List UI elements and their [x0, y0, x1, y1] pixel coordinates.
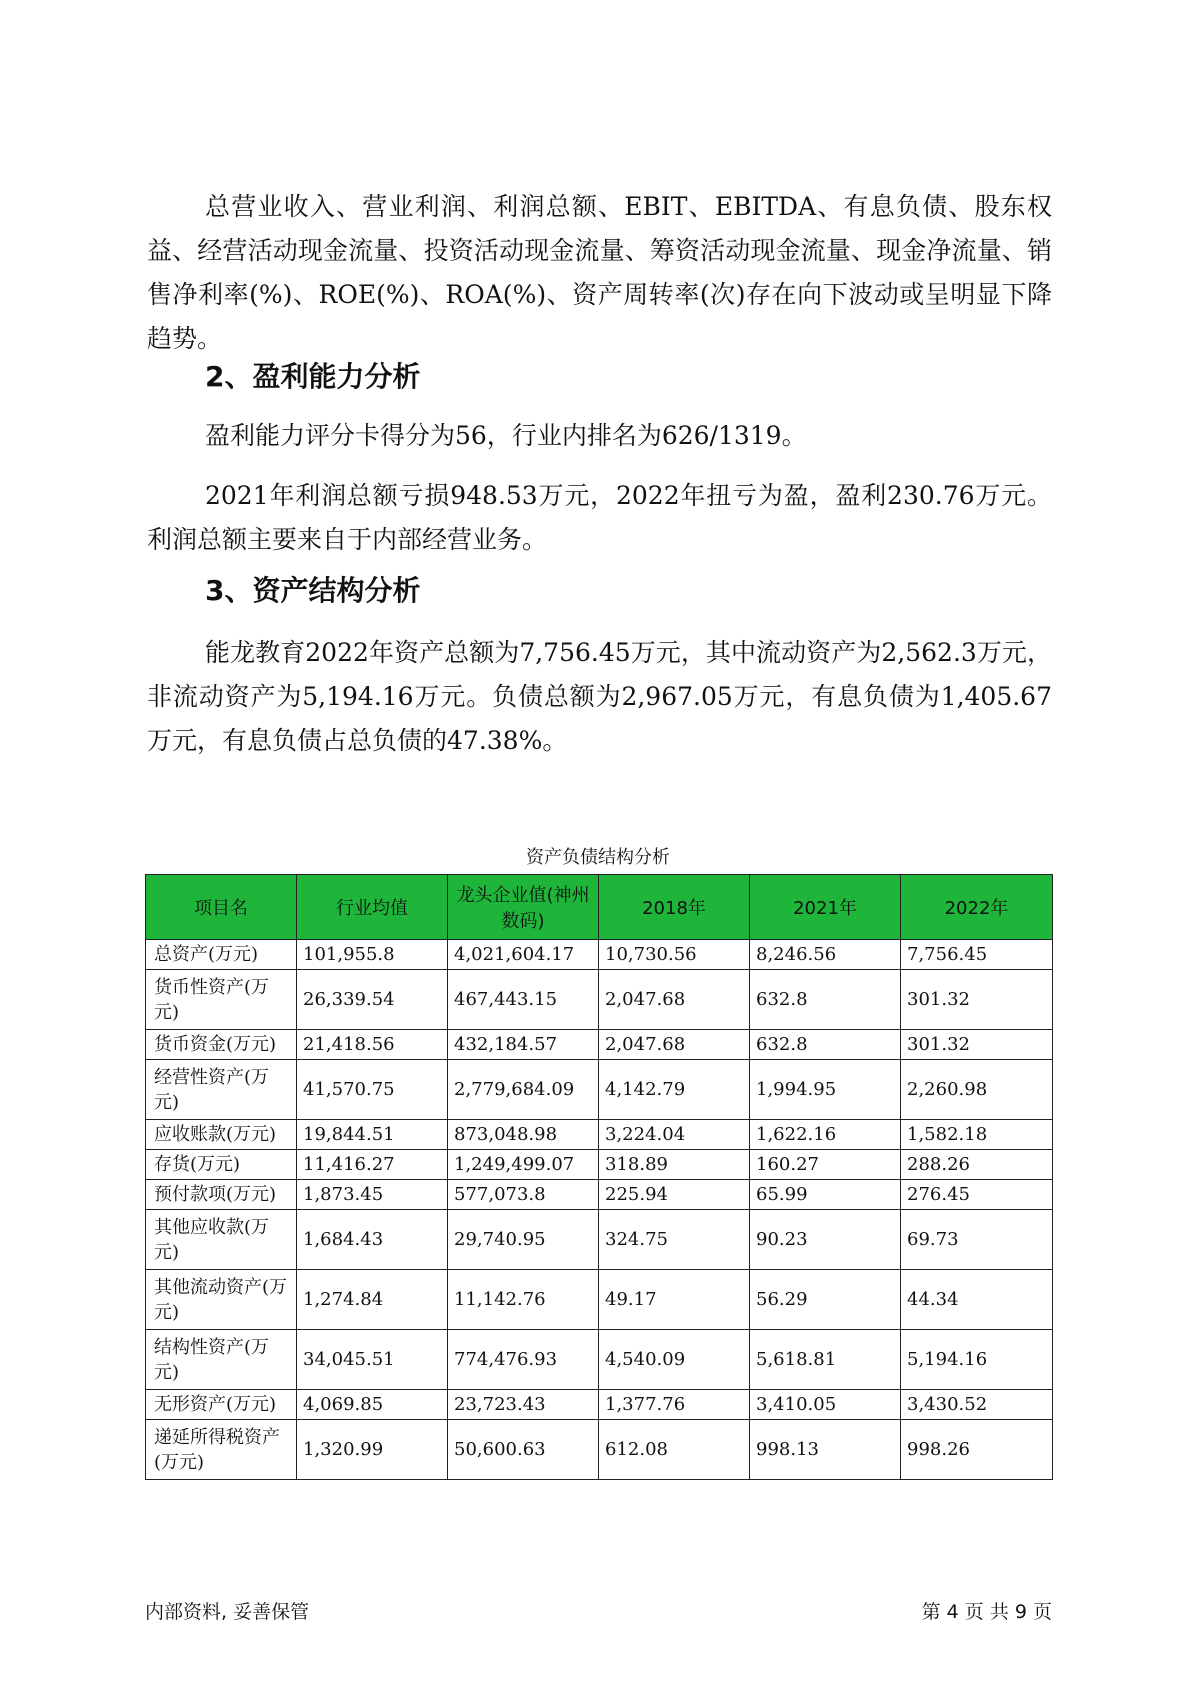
table-cell: 11,416.27	[297, 1150, 448, 1180]
row-label: 货币资金(万元)	[146, 1030, 297, 1060]
table-cell: 34,045.51	[297, 1330, 448, 1390]
table-cell: 5,194.16	[901, 1330, 1053, 1390]
table-cell: 2,779,684.09	[448, 1060, 599, 1120]
table-row	[146, 1390, 1053, 1420]
table-cell: 23,723.43	[448, 1390, 599, 1420]
row-label: 总资产(万元)	[146, 940, 297, 970]
table-cell: 69.73	[901, 1210, 1053, 1270]
table-cell: 301.32	[901, 970, 1053, 1030]
table-row	[146, 1150, 1053, 1180]
table-cell: 225.94	[599, 1180, 750, 1210]
table-cell: 3,430.52	[901, 1390, 1053, 1420]
column-header: 龙头企业值(神州数码)	[448, 875, 599, 940]
footer-confidential: 内部资料, 妥善保管	[145, 1601, 310, 1623]
paragraph-trend	[147, 185, 1052, 361]
paragraph-trend-text: 总营业收入、营业利润、利润总额、EBIT、EBITDA、有息负债、股东权益、经营活动现金流量、投资活动现金流量、筹资活动现金流量、现金净流量、销售净利率(%)、ROE(%)、ROA(%)、资产周转率(次)存在向下波动或呈明显下降趋势。	[147, 192, 1052, 353]
table-cell: 21,418.56	[297, 1030, 448, 1060]
table-cell: 612.08	[599, 1420, 750, 1480]
table-cell: 1,684.43	[297, 1210, 448, 1270]
table-cell: 2,260.98	[901, 1060, 1053, 1120]
table-cell: 1,274.84	[297, 1270, 448, 1330]
table-cell: 3,410.05	[750, 1390, 901, 1420]
heading-asset-structure: 3、资产结构分析	[205, 574, 421, 607]
paragraph-assets-text: 能龙教育2022年资产总额为7,756.45万元，其中流动资产为2,562.3万元，非流动资产为5,194.16万元。负债总额为2,967.05万元，有息负债为1,405.67万元，有息负债占总负债的47.38%。	[147, 638, 1052, 755]
table-cell: 998.13	[750, 1420, 901, 1480]
paragraph-profit	[147, 474, 1052, 562]
table-cell: 19,844.51	[297, 1120, 448, 1150]
table-cell: 8,246.56	[750, 940, 901, 970]
row-label: 递延所得税资产(万元)	[146, 1420, 297, 1480]
row-label: 其他应收款(万元)	[146, 1210, 297, 1270]
table-header-row	[146, 875, 1053, 940]
table-cell: 632.8	[750, 970, 901, 1030]
table-cell: 160.27	[750, 1150, 901, 1180]
row-label: 存货(万元)	[146, 1150, 297, 1180]
paragraph-profit-text: 2021年利润总额亏损948.53万元，2022年扭亏为盈，盈利230.76万元。利润总额主要来自于内部经营业务。	[147, 481, 1052, 554]
column-header: 2021年	[750, 875, 901, 940]
table-cell: 29,740.95	[448, 1210, 599, 1270]
table-cell: 632.8	[750, 1030, 901, 1060]
table-row	[146, 1120, 1053, 1150]
table-cell: 41,570.75	[297, 1060, 448, 1120]
table-cell: 1,320.99	[297, 1420, 448, 1480]
table-cell: 4,069.85	[297, 1390, 448, 1420]
row-label: 结构性资产(万元)	[146, 1330, 297, 1390]
table-cell: 324.75	[599, 1210, 750, 1270]
table-cell: 432,184.57	[448, 1030, 599, 1060]
table-cell: 276.45	[901, 1180, 1053, 1210]
table-cell: 301.32	[901, 1030, 1053, 1060]
table-cell: 101,955.8	[297, 940, 448, 970]
paragraph-assets	[147, 631, 1052, 763]
table-row	[146, 1210, 1053, 1270]
table-cell: 44.34	[901, 1270, 1053, 1330]
table-cell: 4,142.79	[599, 1060, 750, 1120]
table-cell: 10,730.56	[599, 940, 750, 970]
balance-structure-table	[145, 874, 1053, 1480]
table-row	[146, 940, 1053, 970]
row-label: 货币性资产(万元)	[146, 970, 297, 1030]
table-row	[146, 1270, 1053, 1330]
table-cell: 998.26	[901, 1420, 1053, 1480]
column-header: 2018年	[599, 875, 750, 940]
table-row	[146, 1060, 1053, 1120]
row-label: 应收账款(万元)	[146, 1120, 297, 1150]
table-cell: 1,249,499.07	[448, 1150, 599, 1180]
row-label: 经营性资产(万元)	[146, 1060, 297, 1120]
table-cell: 873,048.98	[448, 1120, 599, 1150]
table-cell: 26,339.54	[297, 970, 448, 1030]
table-cell: 318.89	[599, 1150, 750, 1180]
table-row	[146, 970, 1053, 1030]
table-cell: 56.29	[750, 1270, 901, 1330]
row-label: 其他流动资产(万元)	[146, 1270, 297, 1330]
table-body	[146, 940, 1053, 1480]
table-cell: 7,756.45	[901, 940, 1053, 970]
table-row	[146, 1420, 1053, 1480]
table-cell: 1,994.95	[750, 1060, 901, 1120]
table-cell: 4,540.09	[599, 1330, 750, 1390]
table-row	[146, 1330, 1053, 1390]
paragraph-score-text: 盈利能力评分卡得分为56，行业内排名为626/1319。	[205, 421, 807, 450]
footer-page-number: 第 4 页 共 9 页	[921, 1601, 1052, 1623]
table-cell: 1,582.18	[901, 1120, 1053, 1150]
row-label: 无形资产(万元)	[146, 1390, 297, 1420]
table-cell: 11,142.76	[448, 1270, 599, 1330]
table-cell: 50,600.63	[448, 1420, 599, 1480]
heading-profitability: 2、盈利能力分析	[205, 360, 421, 393]
column-header: 行业均值	[297, 875, 448, 940]
table-cell: 467,443.15	[448, 970, 599, 1030]
table-cell: 5,618.81	[750, 1330, 901, 1390]
row-label: 预付款项(万元)	[146, 1180, 297, 1210]
table-cell: 1,622.16	[750, 1120, 901, 1150]
table-cell: 65.99	[750, 1180, 901, 1210]
table-caption: 资产负债结构分析	[526, 847, 670, 868]
table-row	[146, 1180, 1053, 1210]
column-header: 项目名	[146, 875, 297, 940]
table-cell: 90.23	[750, 1210, 901, 1270]
table-cell: 3,224.04	[599, 1120, 750, 1150]
table-cell: 288.26	[901, 1150, 1053, 1180]
table-cell: 2,047.68	[599, 970, 750, 1030]
table-row	[146, 1030, 1053, 1060]
table-cell: 2,047.68	[599, 1030, 750, 1060]
table-cell: 1,377.76	[599, 1390, 750, 1420]
column-header: 2022年	[901, 875, 1053, 940]
paragraph-score	[147, 414, 1052, 458]
table-cell: 1,873.45	[297, 1180, 448, 1210]
table-cell: 4,021,604.17	[448, 940, 599, 970]
table-cell: 577,073.8	[448, 1180, 599, 1210]
table-cell: 774,476.93	[448, 1330, 599, 1390]
table-cell: 49.17	[599, 1270, 750, 1330]
